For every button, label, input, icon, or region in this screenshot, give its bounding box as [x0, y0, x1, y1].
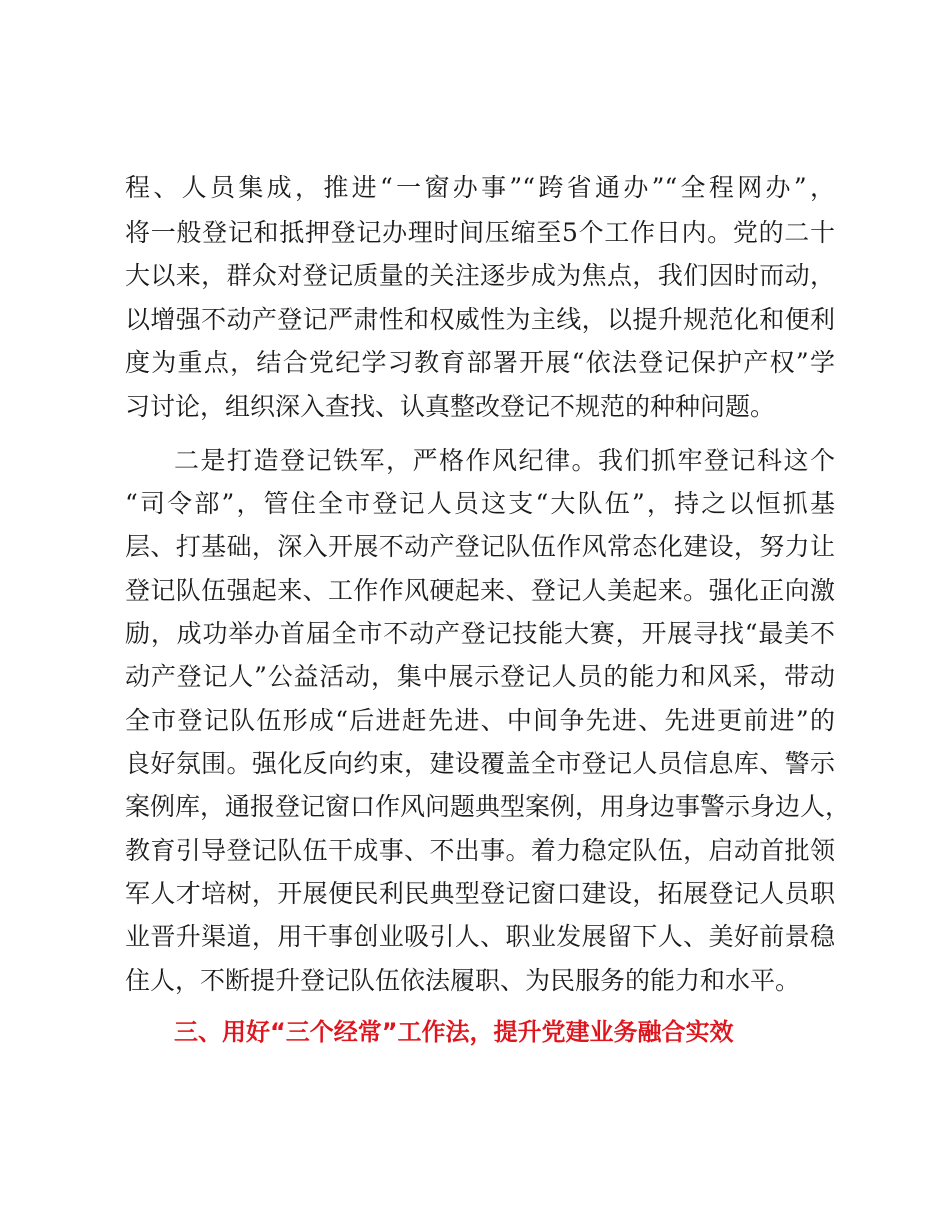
- paragraph-line: 二是打造登记铁军，严格作风纪律。我们抓牢登记科这个: [174, 446, 835, 475]
- paragraph-line: 案例库，通报登记窗口作风问题典型案例，用身边事警示身边人，: [125, 792, 851, 821]
- section-heading: 三、用好“三个经常”工作法，提升党建业务融合实效: [174, 1018, 734, 1046]
- paragraph-line: 业晋升渠道，用干事创业吸引人、职业发展留下人、美好前景稳: [125, 922, 835, 951]
- paragraph-line: 励，成功举办首届全市不动产登记技能大赛，开展寻找“最美不: [125, 619, 835, 648]
- paragraph-line: 登记队伍强起来、工作作风硬起来、登记人美起来。强化正向激: [125, 576, 835, 605]
- paragraph-line: 以增强不动产登记严肃性和权威性为主线，以提升规范化和便利: [125, 305, 835, 334]
- paragraph-line: 度为重点，结合党纪学习教育部署开展“依法登记保护产权”学: [125, 348, 835, 377]
- paragraph-line: 大以来，群众对登记质量的关注逐步成为焦点，我们因时而动，: [125, 261, 835, 290]
- paragraph-line: 全市登记队伍形成“后进赶先进、中间争先进、先进更前进”的: [125, 706, 835, 735]
- paragraph-line: 习讨论，组织深入查找、认真整改登记不规范的种种问题。: [125, 392, 776, 421]
- paragraph-line: 良好氛围。强化反向约束，建设覆盖全市登记人员信息库、警示: [125, 749, 835, 778]
- paragraph-line: 层、打基础，深入开展不动产登记队伍作风常态化建设，努力让: [125, 532, 835, 561]
- paragraph-line: 将一般登记和抵押登记办理时间压缩至5个工作日内。党的二十: [125, 218, 835, 247]
- paragraph-line: “司令部”，管住全市登记人员这支“大队伍”，持之以恒抓基: [125, 489, 835, 518]
- paragraph-line: 军人才培树，开展便民利民典型登记窗口建设，拓展登记人员职: [125, 879, 835, 908]
- paragraph-line: 动产登记人”公益活动，集中展示登记人员的能力和风采，带动: [125, 662, 835, 691]
- paragraph-line: 住人，不断提升登记队伍依法履职、为民服务的能力和水平。: [125, 966, 801, 995]
- paragraph-line: 程、人员集成，推进“一窗办事”“跨省通办”“全程网办”，: [125, 173, 835, 202]
- paragraph-line: 教育引导登记队伍干成事、不出事。着力稳定队伍，启动首批领: [125, 836, 835, 865]
